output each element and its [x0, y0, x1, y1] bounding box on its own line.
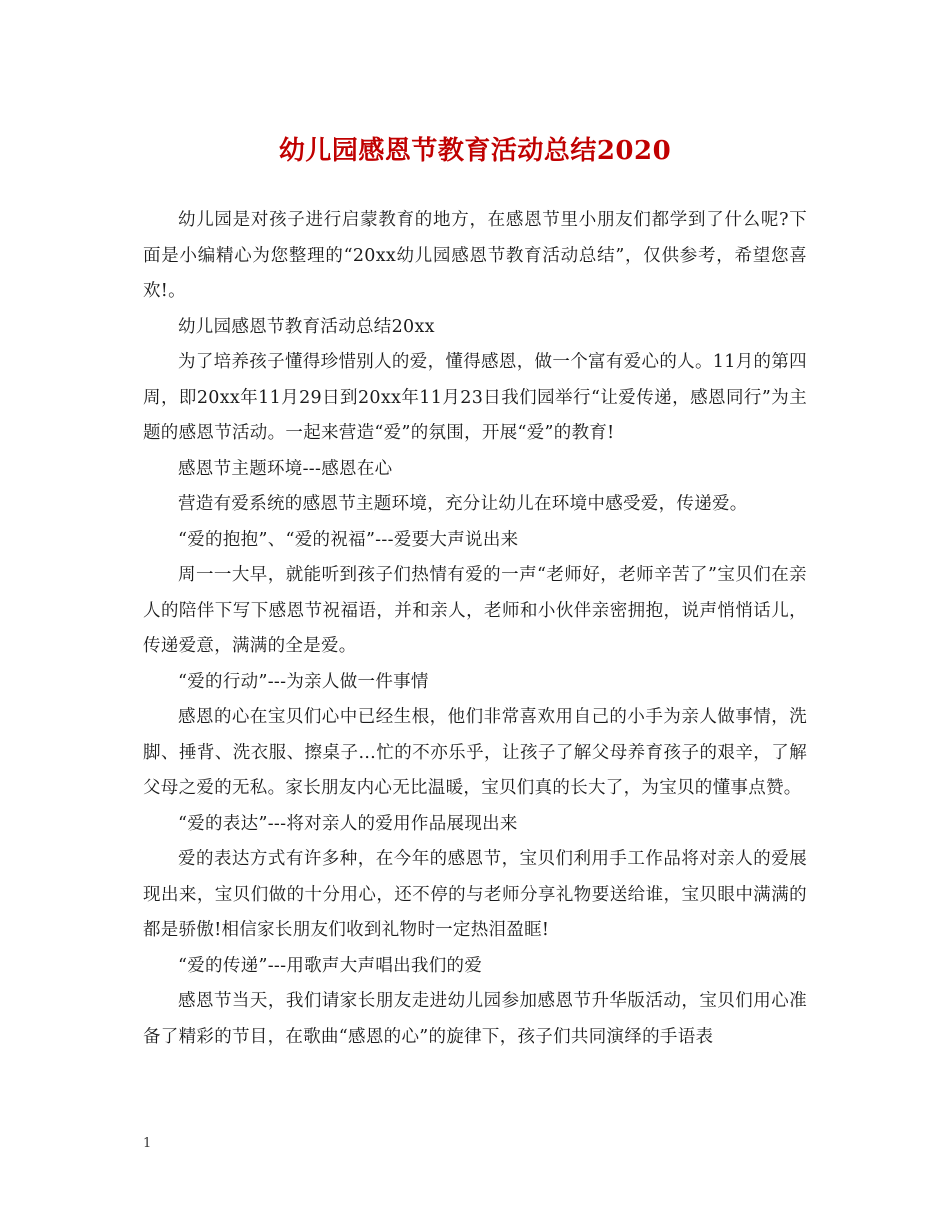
- page-number: 1: [143, 1136, 152, 1151]
- paragraph-environment: 营造有爱系统的感恩节主题环境，充分让幼儿在环境中感受爱，传递爱。: [178, 494, 748, 514]
- section-heading-environment: 感恩节主题环境---感恩在心: [178, 458, 393, 479]
- document-body: [143, 203, 807, 1055]
- section-heading-expression: “爱的表达”---将对亲人的爱用作品展现出来: [178, 813, 518, 834]
- paragraph-transmission: 感恩节当天，我们请家长朋友走进幼儿园参加感恩节升华版活动，宝贝们用心准备了精彩的节目，在歌曲“感恩的心”的旋律下，孩子们共同演绎的手语表: [143, 991, 807, 1047]
- paragraph-subtitle: 幼儿园感恩节教育活动总结20xx: [178, 316, 435, 337]
- paragraph-hug: 周一一大早，就能听到孩子们热情有爱的一声“老师好，老师辛苦了”宝贝们在亲人的陪伴下写下感恩节祝福语，并和亲人，老师和小伙伴亲密拥抱，说声悄悄话儿，传递爱意，满满的全是爱。: [143, 565, 807, 656]
- section-heading-hug: “爱的抱抱”、“爱的祝福”---爱要大声说出来: [178, 529, 519, 550]
- section-heading-transmission: “爱的传递”---用歌声大声唱出我们的爱: [178, 955, 483, 976]
- paragraph-purpose: 为了培养孩子懂得珍惜别人的爱，懂得感恩，做一个富有爱心的人。11月的第四周，即20xx年11月29日到20xx年11月23日我们园举行“让爱传递，感恩同行”为主题的感恩节活动。一起来营造“爱”的氛围，开展“爱”的教育!: [143, 352, 807, 443]
- section-heading-action: “爱的行动”---为亲人做一件事情: [178, 671, 429, 692]
- paragraph-action: 感恩的心在宝贝们心中已经生根，他们非常喜欢用自己的小手为亲人做事情，洗脚、捶背、洗衣服、擦桌子…忙的不亦乐乎，让孩子了解父母养育孩子的艰辛，了解父母之爱的无私。家长朋友内心无比温暖，宝贝们真的长大了，为宝贝的懂事点赞。: [143, 707, 807, 798]
- paragraph-expression: 爱的表达方式有许多种，在今年的感恩节，宝贝们利用手工作品将对亲人的爱展现出来，宝贝们做的十分用心，还不停的与老师分享礼物要送给谁，宝贝眼中满满的都是骄傲!相信家长朋友们收到礼物时一定热泪盈眶!: [143, 849, 807, 940]
- paragraph-intro: 幼儿园是对孩子进行启蒙教育的地方，在感恩节里小朋友们都学到了什么呢?下面是小编精心为您整理的“20xx幼儿园感恩节教育活动总结”，仅供参考，希望您喜欢!。: [143, 210, 807, 301]
- document-title: 幼儿园感恩节教育活动总结2020: [278, 136, 672, 166]
